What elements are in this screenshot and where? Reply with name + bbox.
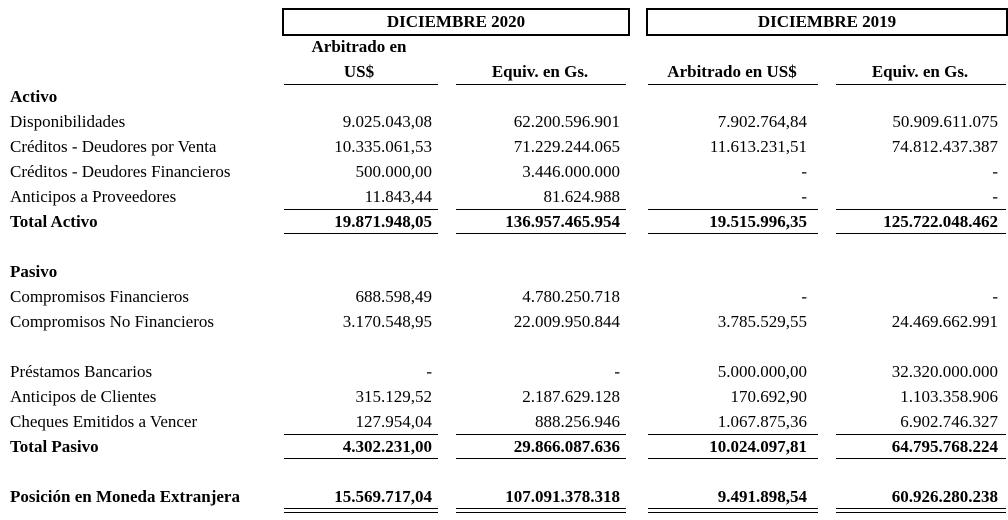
- subtotal-rule: [284, 209, 438, 210]
- double-underline: [836, 508, 1006, 513]
- cell-value: 3.170.548,95: [342, 312, 432, 331]
- total-value: 19.871.948,05: [334, 212, 432, 231]
- cell-value: 1.067.875,36: [717, 412, 807, 431]
- subtotal-rule: [456, 434, 626, 435]
- total-value: 19.515.996,35: [709, 212, 807, 231]
- cell-value: -: [992, 187, 998, 206]
- cell-value: 3.446.000.000: [522, 162, 620, 181]
- header-underline-c4: [836, 84, 1006, 85]
- net-position-label: Posición en Moneda Extranjera: [10, 487, 240, 506]
- cell-value: 6.902.746.327: [900, 412, 998, 431]
- cell-value: 74.812.437.387: [891, 137, 998, 156]
- cell-value: 127.954,04: [355, 412, 432, 431]
- cell-value: 3.785.529,55: [717, 312, 807, 331]
- column-header-2019-arbitrado: Arbitrado en US$: [667, 62, 797, 81]
- subtotal-rule: [284, 434, 438, 435]
- total-underline: [836, 233, 1006, 234]
- cell-value: 2.187.629.128: [522, 387, 620, 406]
- row-label: Compromisos No Financieros: [10, 312, 214, 331]
- row-label: Créditos - Deudores por Venta: [10, 137, 217, 156]
- row-label: Anticipos de Clientes: [10, 387, 157, 406]
- cell-value: 11.613.231,51: [709, 137, 807, 156]
- cell-value: 5.000.000,00: [717, 362, 807, 381]
- double-underline: [284, 508, 438, 513]
- cell-value: -: [614, 362, 620, 381]
- row-label: Créditos - Deudores Financieros: [10, 162, 231, 181]
- column-header-2020-arbitrado-line2: US$: [343, 62, 375, 81]
- cell-value: 500.000,00: [355, 162, 432, 181]
- cell-value: -: [801, 162, 807, 181]
- row-label: Compromisos Financieros: [10, 287, 189, 306]
- total-underline: [648, 458, 818, 459]
- header-underline-c3: [648, 84, 818, 85]
- cell-value: 688.598,49: [355, 287, 432, 306]
- column-header-2020-arbitrado-line1: Arbitrado en: [311, 37, 407, 56]
- total-value: 4.302.231,00: [342, 437, 432, 456]
- subtotal-rule: [648, 434, 818, 435]
- cell-value: 170.692,90: [730, 387, 807, 406]
- row-label: Préstamos Bancarios: [10, 362, 153, 381]
- total-label: Total Pasivo: [10, 437, 99, 456]
- row-label: Disponibilidades: [10, 112, 126, 131]
- cell-value: -: [992, 162, 998, 181]
- header-underline-c1: [284, 84, 438, 85]
- cell-value: 7.902.764,84: [717, 112, 807, 131]
- cell-value: 1.103.358.906: [900, 387, 998, 406]
- subtotal-rule: [648, 209, 818, 210]
- cell-value: 9.025.043,08: [342, 112, 432, 131]
- header-underline-c2: [456, 84, 626, 85]
- column-header-2020-equiv: Equiv. en Gs.: [491, 62, 589, 81]
- cell-value: -: [992, 287, 998, 306]
- section-heading-activo: Activo: [10, 87, 58, 106]
- column-header-2019-equiv: Equiv. en Gs.: [871, 62, 969, 81]
- total-value: 29.866.087.636: [513, 437, 620, 456]
- net-position-value: 9.491.898,54: [717, 487, 807, 506]
- net-position-value: 15.569.717,04: [334, 487, 432, 506]
- cell-value: 24.469.662.991: [891, 312, 998, 331]
- total-underline: [456, 233, 626, 234]
- section-heading-pasivo: Pasivo: [10, 262, 58, 281]
- subtotal-rule: [836, 434, 1006, 435]
- total-value: 10.024.097,81: [709, 437, 807, 456]
- cell-value: 4.780.250.718: [522, 287, 620, 306]
- cell-value: 32.320.000.000: [891, 362, 998, 381]
- subtotal-rule: [836, 209, 1006, 210]
- subtotal-rule: [456, 209, 626, 210]
- row-label: Anticipos a Proveedores: [10, 187, 177, 206]
- cell-value: 71.229.244.065: [513, 137, 620, 156]
- cell-value: 11.843,44: [364, 187, 432, 206]
- cell-value: 62.200.596.901: [513, 112, 620, 131]
- cell-value: 22.009.950.844: [513, 312, 620, 331]
- total-value: 125.722.048.462: [883, 212, 998, 231]
- total-underline: [456, 458, 626, 459]
- cell-value: 81.624.988: [543, 187, 620, 206]
- total-value: 136.957.465.954: [505, 212, 620, 231]
- total-label: Total Activo: [10, 212, 98, 231]
- group-header-2020: DICIEMBRE 2020: [282, 8, 630, 36]
- total-underline: [284, 458, 438, 459]
- total-underline: [648, 233, 818, 234]
- net-position-value: 107.091.378.318: [505, 487, 620, 506]
- net-position-value: 60.926.280.238: [891, 487, 998, 506]
- double-underline: [456, 508, 626, 513]
- double-underline: [648, 508, 818, 513]
- total-underline: [836, 458, 1006, 459]
- total-underline: [284, 233, 438, 234]
- total-value: 64.795.768.224: [891, 437, 998, 456]
- cell-value: 315.129,52: [355, 387, 432, 406]
- group-header-2019: DICIEMBRE 2019: [646, 8, 1008, 36]
- cell-value: 10.335.061,53: [334, 137, 432, 156]
- cell-value: -: [801, 187, 807, 206]
- cell-value: 50.909.611.075: [892, 112, 998, 131]
- cell-value: 888.256.946: [535, 412, 620, 431]
- cell-value: -: [801, 287, 807, 306]
- row-label: Cheques Emitidos a Vencer: [10, 412, 198, 431]
- cell-value: -: [426, 362, 432, 381]
